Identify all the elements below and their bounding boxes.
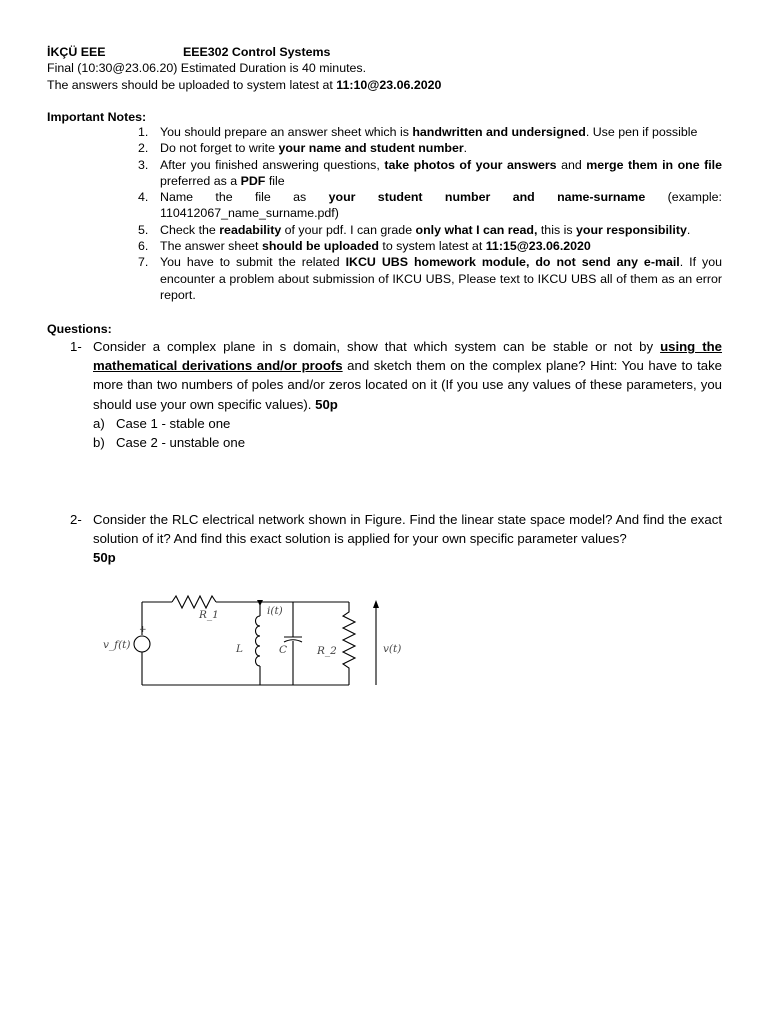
inductor-l (256, 616, 261, 666)
note-item: 4. Name the file as your student number and name-surname (example: 110412067_name_surname.pdf) (138, 190, 722, 221)
final-info: Final (10:30@23.06.20) Estimated Duration is 40 minutes. (47, 61, 367, 75)
r2-label: R_2 (317, 645, 337, 657)
course-title: EEE302 Control Systems (183, 45, 331, 59)
q1-case-a: a) Case 1 - stable one (93, 416, 231, 431)
note-item: 2. Do not forget to write your name and student number. (138, 141, 468, 156)
note-item: 5. Check the readability of your pdf. I can grade only what I can read, this is your responsibility. (138, 222, 691, 237)
q1-emphasis: using the mathematical derivations and/or proofs (93, 339, 722, 374)
plus-sign-label: + (139, 625, 147, 635)
note-item: 1. You should prepare an answer sheet which is handwritten and undersigned. Use pen if possible (138, 125, 698, 139)
department-label: İKÇÜ EEE (47, 45, 106, 59)
note-item: 7. You have to submit the related IKCU UBS homework module, do not send any e-mail. If you encounter a problem about submission of IKCU UBS, Please text to IKCU UBS all of them as an error report. (138, 255, 723, 302)
notes-list (138, 124, 722, 303)
r1-label: R_1 (199, 609, 219, 621)
questions-title: Questions: (47, 322, 112, 336)
arrow-head (373, 600, 379, 608)
resistor-r2 (343, 602, 355, 685)
upload-deadline-line (47, 77, 441, 93)
resistor-r1 (172, 596, 216, 608)
current-label: i(t) (267, 605, 283, 617)
question-2: 2- Consider the RLC electrical network shown in Figure. Find the linear state space model? And find the exact solution of it? And find this exact solution is applied for your own specific parameter values? 50p (70, 512, 722, 566)
upload-deadline: 11:10@23.06.2020 (336, 78, 442, 92)
notes-title: Important Notes: (47, 110, 147, 124)
c-label: C (279, 644, 288, 656)
q2-points: 50p (93, 550, 116, 566)
question-1: 1- Consider a complex plane in s domain, show that which system can be stable or not by using the mathematical derivations and/or proofs and sketch them on the complex plane? Hint: You have to take more than two numbers of poles and/or zeros located on it (If you use any values of these parameters, you should use your own specific values). 50p (70, 339, 722, 412)
note-item: 3. After you finished answering questions, take photos of your answers and merge them in one file preferred as a PDF file (138, 157, 723, 188)
note-item: 6. The answer sheet should be uploaded to system latest at 11:15@23.06.2020 (138, 239, 591, 254)
current-arrow (257, 600, 263, 606)
source-label: v_f(t) (103, 639, 131, 651)
q1-points: 50p (315, 396, 338, 412)
voltage-source (134, 636, 150, 652)
rlc-circuit-diagram (95, 590, 425, 690)
l-label: L (236, 643, 243, 655)
q1-case-b: b) Case 2 - unstable one (93, 435, 246, 450)
output-label: v(t) (383, 643, 402, 655)
upload-prefix: The answers should be uploaded to system latest at (47, 78, 337, 92)
